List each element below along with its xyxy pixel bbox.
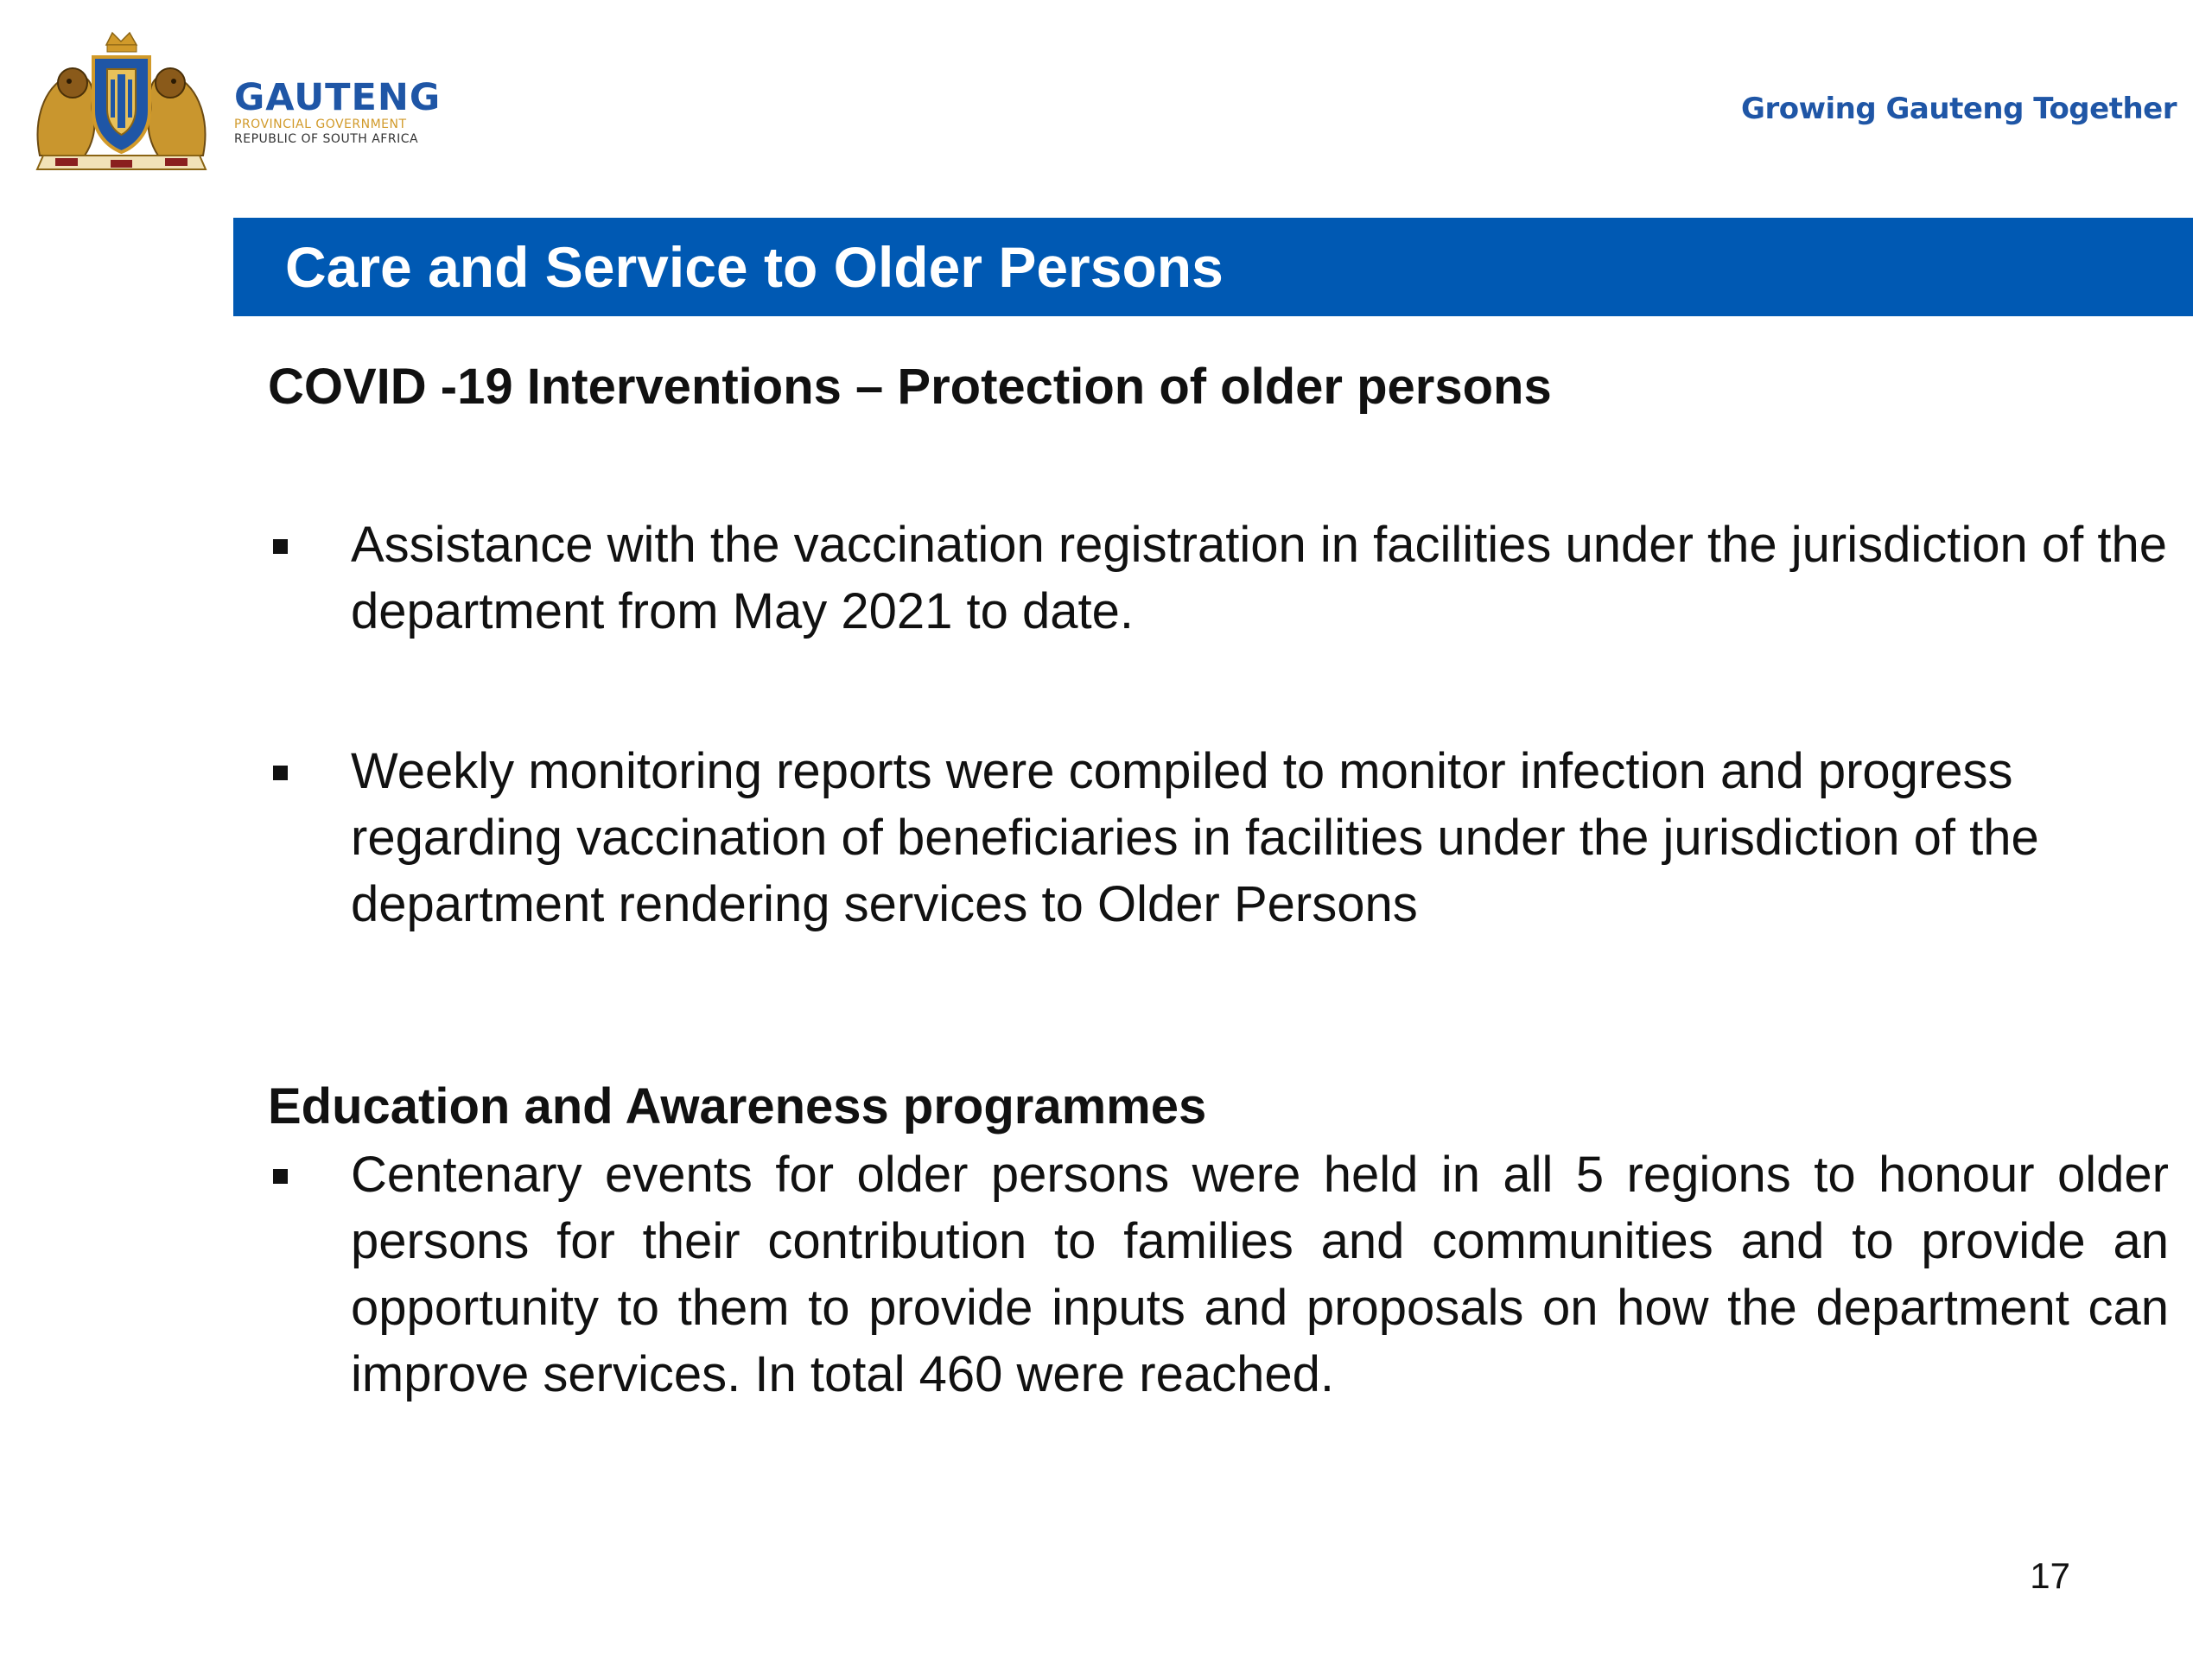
bullet-weekly-monitoring (268, 738, 2169, 938)
section-heading-education: Education and Awareness programmes (268, 1078, 1207, 1135)
logo-subtitle-country: REPUBLIC OF SOUTH AFRICA (234, 132, 419, 146)
logo-name: GAUTENG (234, 76, 442, 119)
gauteng-logo (24, 26, 441, 173)
bullet-text: Weekly monitoring reports were compiled to monitor infection and progress regarding vaccination of beneficiaries in facilities under the jurisdiction of the department rendering services to Older Persons (351, 743, 2039, 932)
bullet-text: Centenary events for older persons were held in all 5 regions to honour older persons for their contribution to families and communities and to provide an opportunity to them to provide inputs and proposals on how the department can improve services. In total 460 were reached. (351, 1147, 2169, 1402)
page-number: 17 (2030, 1555, 2070, 1596)
bullet-centenary-events (268, 1141, 2169, 1408)
bullet-vaccination-registration (268, 512, 2169, 645)
bullet-text: Assistance with the vaccination registration in facilities under the jurisdiction of the department from May 2021 to date. (351, 517, 2167, 639)
logo-text (234, 78, 441, 147)
slide-title: Care and Service to Older Persons (285, 235, 1224, 299)
slogan: Growing Gauteng Together (1741, 92, 2177, 126)
covid-section (268, 354, 2169, 938)
logo-subtitle-government: PROVINCIAL GOVERNMENT (234, 118, 407, 131)
education-bullet-list (268, 1141, 2169, 1408)
covid-bullet-list (268, 512, 2169, 938)
education-section (268, 1074, 2169, 1408)
title-bar (233, 218, 2193, 316)
section-heading-covid: COVID -19 Interventions – Protection of older persons (268, 359, 1552, 415)
coat-of-arms-icon (24, 26, 219, 173)
slide-content (268, 354, 2169, 1408)
